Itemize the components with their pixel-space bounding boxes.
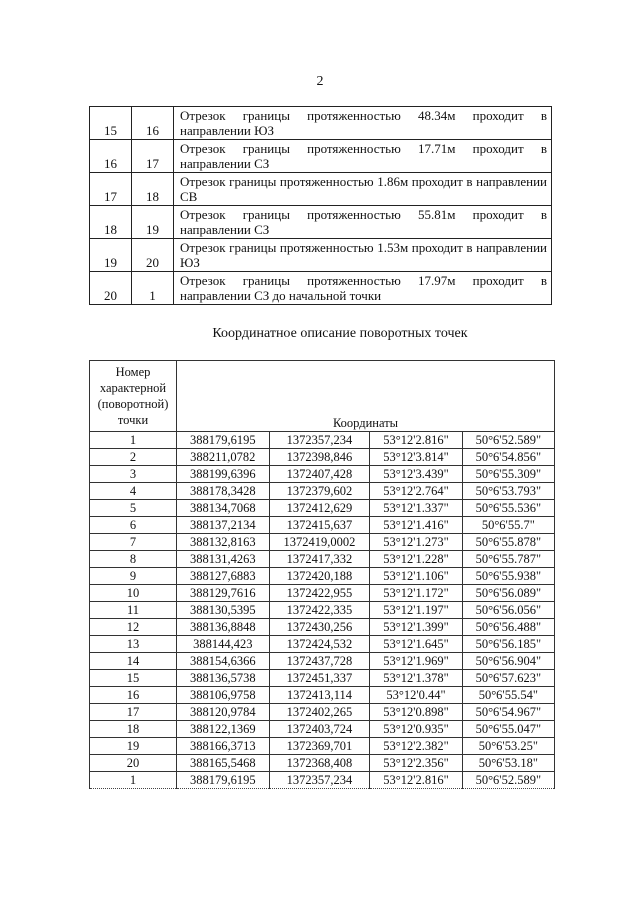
- coord-y-cell: 1372379,602: [269, 483, 370, 500]
- segment-description: Отрезок границы протяженностью 48.34м проходит в направлении ЮЗ: [174, 107, 552, 140]
- coord-y-cell: 1372357,234: [269, 432, 370, 449]
- point-number-cell: 20: [90, 755, 177, 772]
- coord-x-cell: 388132,8163: [177, 534, 270, 551]
- coordinates-body: [90, 432, 555, 789]
- segment-row: [90, 107, 552, 140]
- coord-x-cell: 388154,6366: [177, 653, 270, 670]
- coordinate-row: [90, 670, 555, 687]
- longitude-cell: 50°6'55.536": [462, 500, 554, 517]
- longitude-cell: 50°6'53.793": [462, 483, 554, 500]
- coord-y-cell: 1372451,337: [269, 670, 370, 687]
- segments-body: [90, 107, 552, 305]
- segment-row: [90, 272, 552, 305]
- coord-x-cell: 388122,1369: [177, 721, 270, 738]
- coord-x-cell: 388199,6396: [177, 466, 270, 483]
- latitude-cell: 53°12'2.764": [370, 483, 462, 500]
- latitude-cell: 53°12'2.816": [370, 772, 462, 789]
- coordinate-row: [90, 534, 555, 551]
- segment-row: [90, 206, 552, 239]
- coord-x-cell: 388130,5395: [177, 602, 270, 619]
- point-number-cell: 13: [90, 636, 177, 653]
- longitude-cell: 50°6'55.54": [462, 687, 554, 704]
- point-number-cell: 7: [90, 534, 177, 551]
- latitude-cell: 53°12'1.172": [370, 585, 462, 602]
- coordinate-row: [90, 602, 555, 619]
- latitude-cell: 53°12'1.399": [370, 619, 462, 636]
- latitude-cell: 53°12'1.197": [370, 602, 462, 619]
- point-number-cell: 15: [90, 670, 177, 687]
- point-number-cell: 19: [90, 738, 177, 755]
- latitude-cell: 53°12'2.382": [370, 738, 462, 755]
- coord-y-cell: 1372402,265: [269, 704, 370, 721]
- longitude-cell: 50°6'53.18": [462, 755, 554, 772]
- longitude-cell: 50°6'54.967": [462, 704, 554, 721]
- longitude-cell: 50°6'52.589": [462, 432, 554, 449]
- page-number: 2: [316, 74, 324, 89]
- latitude-cell: 53°12'1.106": [370, 568, 462, 585]
- coordinates-table: [89, 360, 555, 789]
- latitude-cell: 53°12'0.935": [370, 721, 462, 738]
- segment-description: Отрезок границы протяженностью 1.86м проходит в направлении СВ: [174, 173, 552, 206]
- latitude-cell: 53°12'2.356": [370, 755, 462, 772]
- coordinate-row: [90, 721, 555, 738]
- longitude-cell: 50°6'56.056": [462, 602, 554, 619]
- segment-row: [90, 239, 552, 272]
- coord-y-cell: 1372415,637: [269, 517, 370, 534]
- coord-y-cell: 1372368,408: [269, 755, 370, 772]
- latitude-cell: 53°12'1.337": [370, 500, 462, 517]
- latitude-cell: 53°12'1.273": [370, 534, 462, 551]
- segment-from: 19: [90, 239, 132, 272]
- coord-y-cell: 1372437,728: [269, 653, 370, 670]
- latitude-cell: 53°12'2.816": [370, 432, 462, 449]
- coord-y-cell: 1372357,234: [269, 772, 370, 789]
- point-number-cell: 5: [90, 500, 177, 517]
- point-number-cell: 11: [90, 602, 177, 619]
- coord-y-cell: 1372407,428: [269, 466, 370, 483]
- segment-from: 18: [90, 206, 132, 239]
- coordinate-row: [90, 466, 555, 483]
- latitude-cell: 53°12'1.378": [370, 670, 462, 687]
- coord-y-cell: 1372430,256: [269, 619, 370, 636]
- coord-y-cell: 1372422,335: [269, 602, 370, 619]
- coordinate-row: [90, 704, 555, 721]
- longitude-cell: 50°6'55.938": [462, 568, 554, 585]
- longitude-cell: 50°6'56.185": [462, 636, 554, 653]
- point-number-cell: 10: [90, 585, 177, 602]
- segment-row: [90, 140, 552, 173]
- coord-x-cell: 388129,7616: [177, 585, 270, 602]
- coord-x-cell: 388127,6883: [177, 568, 270, 585]
- point-number-cell: 17: [90, 704, 177, 721]
- coord-x-cell: 388166,3713: [177, 738, 270, 755]
- coord-x-cell: 388211,0782: [177, 449, 270, 466]
- coord-x-cell: 388106,9758: [177, 687, 270, 704]
- coordinate-row: [90, 755, 555, 772]
- coordinate-row: [90, 483, 555, 500]
- longitude-cell: 50°6'55.309": [462, 466, 554, 483]
- segment-description: Отрезок границы протяженностью 17.97м проходит в направлении СЗ до начальной точки: [174, 272, 552, 305]
- coordinate-row: [90, 636, 555, 653]
- segment-from: 17: [90, 173, 132, 206]
- latitude-cell: 53°12'1.416": [370, 517, 462, 534]
- segment-from: 16: [90, 140, 132, 173]
- latitude-cell: 53°12'0.44": [370, 687, 462, 704]
- point-number-cell: 1: [90, 772, 177, 789]
- segment-to: 1: [132, 272, 174, 305]
- coordinate-row: [90, 585, 555, 602]
- segment-row: [90, 173, 552, 206]
- segment-to: 20: [132, 239, 174, 272]
- longitude-cell: 50°6'56.089": [462, 585, 554, 602]
- coordinates-header-row: [90, 361, 555, 432]
- coord-y-cell: 1372422,955: [269, 585, 370, 602]
- coord-y-cell: 1372417,332: [269, 551, 370, 568]
- point-number-cell: 12: [90, 619, 177, 636]
- longitude-cell: 50°6'57.623": [462, 670, 554, 687]
- coord-x-cell: 388136,5738: [177, 670, 270, 687]
- point-number-cell: 4: [90, 483, 177, 500]
- coord-x-cell: 388120,9784: [177, 704, 270, 721]
- point-number-cell: 8: [90, 551, 177, 568]
- coordinate-row: [90, 619, 555, 636]
- coord-y-cell: 1372412,629: [269, 500, 370, 517]
- coord-y-cell: 1372424,532: [269, 636, 370, 653]
- point-number-cell: 9: [90, 568, 177, 585]
- segment-to: 17: [132, 140, 174, 173]
- point-number-cell: 6: [90, 517, 177, 534]
- coordinates-table-head: [90, 361, 555, 432]
- coord-x-cell: 388144,423: [177, 636, 270, 653]
- latitude-cell: 53°12'1.228": [370, 551, 462, 568]
- coordinate-row: [90, 432, 555, 449]
- latitude-cell: 53°12'1.645": [370, 636, 462, 653]
- latitude-cell: 53°12'3.439": [370, 466, 462, 483]
- coord-x-cell: 388179,6195: [177, 432, 270, 449]
- segment-description: Отрезок границы протяженностью 17.71м проходит в направлении СЗ: [174, 140, 552, 173]
- coord-y-cell: 1372413,114: [269, 687, 370, 704]
- coord-y-cell: 1372369,701: [269, 738, 370, 755]
- latitude-cell: 53°12'3.814": [370, 449, 462, 466]
- coordinate-row: [90, 687, 555, 704]
- segment-from: 20: [90, 272, 132, 305]
- coord-y-cell: 1372398,846: [269, 449, 370, 466]
- coord-x-cell: 388137,2134: [177, 517, 270, 534]
- coord-x-cell: 388179,6195: [177, 772, 270, 789]
- coordinate-row: [90, 517, 555, 534]
- point-number-cell: 1: [90, 432, 177, 449]
- boundary-segments-table: [89, 106, 552, 305]
- coordinate-row: [90, 568, 555, 585]
- segment-description: Отрезок границы протяженностью 1.53м проходит в направлении ЮЗ: [174, 239, 552, 272]
- coordinate-row: [90, 449, 555, 466]
- coordinates-section-title: Координатное описание поворотных точек: [212, 326, 468, 341]
- coord-y-cell: 1372419,0002: [269, 534, 370, 551]
- segment-to: 18: [132, 173, 174, 206]
- point-number-header: Номер характерной (поворотной) точки: [90, 361, 177, 432]
- point-number-cell: 18: [90, 721, 177, 738]
- longitude-cell: 50°6'55.7": [462, 517, 554, 534]
- longitude-cell: 50°6'55.878": [462, 534, 554, 551]
- latitude-cell: 53°12'0.898": [370, 704, 462, 721]
- coordinate-row: [90, 653, 555, 670]
- segment-to: 16: [132, 107, 174, 140]
- coord-y-cell: 1372420,188: [269, 568, 370, 585]
- longitude-cell: 50°6'54.856": [462, 449, 554, 466]
- point-number-cell: 16: [90, 687, 177, 704]
- longitude-cell: 50°6'53.25": [462, 738, 554, 755]
- longitude-cell: 50°6'56.904": [462, 653, 554, 670]
- coord-x-cell: 388131,4263: [177, 551, 270, 568]
- coordinate-row: [90, 738, 555, 755]
- coord-x-cell: 388165,5468: [177, 755, 270, 772]
- point-number-cell: 14: [90, 653, 177, 670]
- coordinate-row: [90, 551, 555, 568]
- coord-x-cell: 388134,7068: [177, 500, 270, 517]
- segment-description: Отрезок границы протяженностью 55.81м проходит в направлении СЗ: [174, 206, 552, 239]
- coord-y-cell: 1372403,724: [269, 721, 370, 738]
- longitude-cell: 50°6'56.488": [462, 619, 554, 636]
- coord-x-cell: 388136,8848: [177, 619, 270, 636]
- coordinate-row: [90, 500, 555, 517]
- segment-to: 19: [132, 206, 174, 239]
- segment-from: 15: [90, 107, 132, 140]
- coordinates-header: Координаты: [177, 361, 555, 432]
- point-number-cell: 3: [90, 466, 177, 483]
- point-number-cell: 2: [90, 449, 177, 466]
- coordinate-row: [90, 772, 555, 789]
- coord-x-cell: 388178,3428: [177, 483, 270, 500]
- longitude-cell: 50°6'55.047": [462, 721, 554, 738]
- longitude-cell: 50°6'55.787": [462, 551, 554, 568]
- longitude-cell: 50°6'52.589": [462, 772, 554, 789]
- latitude-cell: 53°12'1.969": [370, 653, 462, 670]
